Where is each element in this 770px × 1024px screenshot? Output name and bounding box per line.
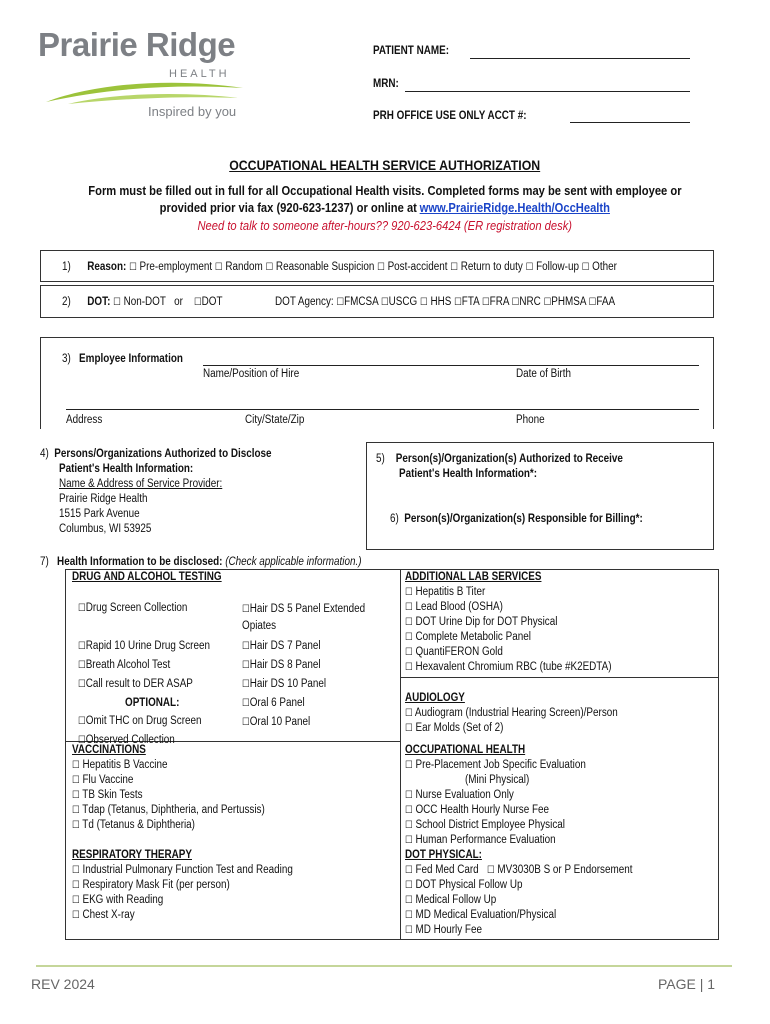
checkbox[interactable]: ☐ (242, 641, 250, 652)
checkbox[interactable]: ☐ (380, 297, 389, 308)
section-billing: 6) Person(s)/Organization(s) Responsible for Billing*: (390, 513, 643, 525)
checkbox[interactable]: ☐ (242, 717, 250, 728)
checkbox[interactable]: ☐ (78, 641, 86, 652)
logo-sub: HEALTH (169, 68, 230, 80)
checkbox[interactable]: ☐ (405, 895, 413, 906)
section-employee (40, 337, 714, 429)
checkbox[interactable]: ☐ (72, 820, 80, 831)
checkbox[interactable]: ☐ (405, 647, 413, 658)
checkbox[interactable]: ☐ (72, 880, 80, 891)
checkbox[interactable]: ☐ (377, 262, 385, 273)
checkbox[interactable]: ☐ (450, 262, 458, 273)
occhealth-link[interactable]: www.PrairieRidge.Health/OccHealth (419, 200, 611, 215)
checkbox[interactable]: ☐ (78, 679, 86, 690)
checkbox[interactable]: ☐ (405, 723, 413, 734)
table-divider-vertical (400, 569, 401, 940)
audiology-list: AUDIOLOGY ☐ Audiogram (Industrial Hearing Screen)/Person ☐ Ear Molds (Set of 2) (405, 692, 618, 734)
checkbox[interactable]: ☐ (405, 805, 413, 816)
name-position-caption: Name/Position of Hire (203, 368, 300, 380)
checkbox[interactable]: ☐ (405, 880, 413, 891)
phone-caption: Phone (516, 414, 545, 426)
checkbox[interactable]: ☐ (242, 679, 250, 690)
occ-health-list: OCCUPATIONAL HEALTH ☐ Pre-Placement Job Specific Evaluation (Mini Physical) ☐ Nurse Evaluation Only ☐ OCC Health Hourly Nurse Fee ☐ School District Employee Physical ☐ Human Performance Evaluation DOT PHYSICAL: ☐ Fed Med Card ☐ MV3030B S or P Endorsement ☐ DOT Physical Follow Up ☐ Medical Follow Up ☐ MD Medical Evaluation/Physical ☐ MD Hourly Fee (405, 744, 633, 936)
drug-title: DRUG AND ALCOHOL TESTING (72, 571, 222, 583)
health-info-label: 7) Health Information to be disclosed: (Check applicable information.) (40, 556, 362, 568)
checkbox[interactable]: ☐ (405, 632, 413, 643)
drug-right-list: ☐Hair DS 5 Panel Extended Opiates (242, 603, 366, 632)
checkbox[interactable]: ☐ (543, 297, 552, 308)
checkbox[interactable]: ☐ (405, 587, 413, 598)
acct-label: PRH OFFICE USE ONLY ACCT #: (373, 110, 527, 122)
checkbox[interactable]: ☐ (405, 835, 413, 846)
checkbox[interactable]: ☐ (78, 735, 86, 746)
logo-swoosh (38, 76, 248, 106)
checkbox[interactable]: ☐ (525, 262, 534, 273)
checkbox[interactable]: ☐ (72, 865, 80, 876)
checkbox[interactable]: ☐ (78, 716, 86, 727)
intro-line-1: Form must be filled out in full for all Occupational Health visits. Completed forms may be sent with employee or (88, 183, 682, 198)
checkbox[interactable]: ☐ (454, 297, 462, 308)
checkbox[interactable]: ☐ (481, 297, 490, 308)
checkbox[interactable]: ☐ (405, 925, 413, 936)
checkbox[interactable]: ☐ (72, 760, 80, 771)
checkbox[interactable]: ☐ (405, 617, 413, 628)
checkbox[interactable]: ☐ (405, 820, 413, 831)
city-caption: City/State/Zip (245, 414, 305, 426)
address-caption: Address (66, 414, 103, 426)
footer-rule (36, 965, 732, 967)
checkbox[interactable]: ☐ (405, 910, 413, 921)
footer-page: PAGE | 1 (658, 976, 716, 992)
checkbox[interactable]: ☐ (405, 708, 413, 719)
mrn-label: MRN: (373, 78, 399, 90)
checkbox[interactable]: ☐ (214, 262, 223, 273)
checkbox[interactable]: ☐ (72, 790, 80, 801)
patient-name-field[interactable] (470, 47, 690, 59)
checkbox[interactable]: ☐ (78, 603, 86, 614)
checkbox[interactable]: ☐ (242, 698, 250, 709)
drug-left-list: ☐Drug Screen Collection (78, 602, 188, 614)
dot-row: 2) DOT: ☐ Non-DOT or ☐DOT (62, 296, 223, 308)
mrn-field[interactable] (405, 80, 690, 92)
dot-agency-row: DOT Agency: ☐FMCSA ☐USCG ☐ HHS ☐FTA ☐FRA ☐NRC ☐PHMSA ☐FAA (275, 296, 616, 308)
checkbox[interactable]: ☐ (405, 662, 413, 673)
checkbox[interactable]: ☐ (405, 790, 413, 801)
checkbox[interactable]: ☐ (72, 895, 80, 906)
checkbox[interactable]: ☐ (72, 775, 80, 786)
checkbox[interactable]: ☐ (581, 262, 590, 273)
checkbox[interactable]: ☐ (72, 910, 80, 921)
checkbox[interactable]: ☐ (336, 297, 345, 308)
section-disclose: 4) Persons/Organizations Authorized to Disclose Patient's Health Information: Name & Address of Service Provider: Prairie Ridge Health 1515 Park Avenue Columbus, WI 53925 (40, 448, 272, 535)
checkbox[interactable]: ☐ (419, 297, 428, 308)
checkbox[interactable]: ☐ (129, 262, 137, 273)
table-divider-right (400, 677, 719, 678)
checkbox[interactable]: ☐ (72, 805, 80, 816)
employee-address-field[interactable] (66, 398, 699, 410)
patient-name-label: PATIENT NAME: (373, 45, 450, 57)
lab-list: ADDITIONAL LAB SERVICES ☐ Hepatitis B Titer ☐ Lead Blood (OSHA) ☐ DOT Urine Dip for DOT Physical ☐ Complete Metabolic Panel ☐ QuantiFERON Gold ☐ Hexavalent Chromium RBC (tube #K2EDTA) (405, 571, 612, 673)
after-hours-note: Need to talk to someone after-hours?? 920-623-6424 (ER registration desk) (197, 218, 573, 233)
vaccinations-list: VACCINATIONS ☐ Hepatitis B Vaccine ☐ Flu Vaccine ☐ TB Skin Tests ☐ Tdap (Tetanus, Diphtheria, and Pertussis) ☐ Td (Tetanus & Diphtheria) (72, 744, 265, 831)
checkbox[interactable]: ☐ (193, 297, 202, 308)
checkbox[interactable]: ☐ (242, 604, 250, 615)
checkbox[interactable]: ☐ (405, 865, 413, 876)
checkbox[interactable]: ☐ (486, 865, 495, 876)
employee-name-field[interactable] (203, 354, 699, 366)
checkbox[interactable]: ☐ (78, 660, 86, 671)
checkbox[interactable]: ☐ (113, 297, 121, 308)
checkbox[interactable]: ☐ (265, 262, 274, 273)
employee-info-label: 3) Employee Information (62, 353, 183, 365)
logo-name: Prairie Ridge (38, 26, 236, 63)
form-title: OCCUPATIONAL HEALTH SERVICE AUTHORIZATION (229, 157, 541, 173)
checkbox[interactable]: ☐ (405, 760, 413, 771)
respiratory-list: RESPIRATORY THERAPY ☐ Industrial Pulmonary Function Test and Reading ☐ Respiratory Mask Fit (per person) ☐ EKG with Reading ☐ Chest X-ray (72, 849, 293, 921)
checkbox[interactable]: ☐ (511, 297, 520, 308)
section-receive: 5) Person(s)/Organization(s) Authorized to Receive Patient's Health Information*: (376, 453, 623, 480)
intro-line-2: provided prior via fax (920-623-1237) or online at www.PrairieRidge.Health/OccHealth (159, 200, 611, 215)
checkbox[interactable]: ☐ (242, 660, 250, 671)
logo-tagline: Inspired by you (148, 104, 237, 119)
acct-field[interactable] (570, 111, 690, 123)
footer-rev: REV 2024 (31, 976, 95, 992)
dob-caption: Date of Birth (516, 368, 571, 380)
reason-row: 1) Reason: ☐ Pre-employment ☐ Random ☐ Reasonable Suspicion ☐ Post-accident ☐ Return to duty ☐ Follow-up ☐ Other (62, 261, 617, 273)
drug-right-list-2: ☐Hair DS 7 Panel ☐Hair DS 8 Panel ☐Hair DS 10 Panel ☐Oral 6 Panel ☐Oral 10 Panel (242, 640, 327, 728)
checkbox[interactable]: ☐ (405, 602, 413, 613)
checkbox[interactable]: ☐ (588, 297, 597, 308)
logo (38, 26, 248, 126)
drug-left-list-2: ☐Rapid 10 Urine Drug Screen ☐Breath Alcohol Test ☐Call result to DER ASAP OPTIONAL: ☐Omit THC on Drug Screen ☐Observed Collection (78, 640, 210, 746)
